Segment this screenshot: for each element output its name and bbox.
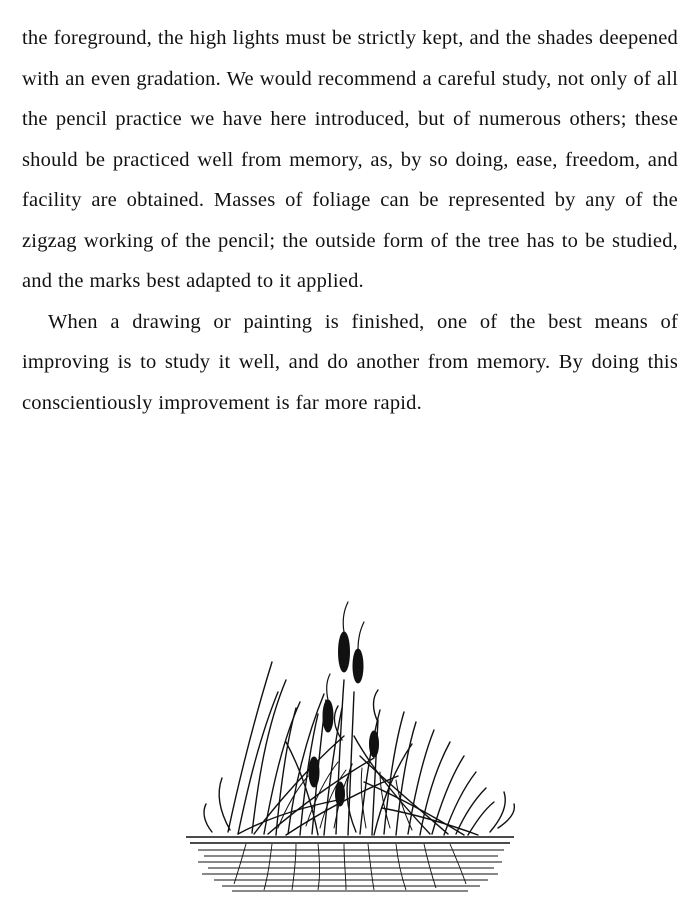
paragraph: the foreground, the high lights must be strictly kept, and the shades deepened with an even gradation. We would recommend a careful study, not only of all the pencil practice we have here introduced, but of numerous others; these should be practiced well from memory, as, by so doing, ease, freedom, and facility are obtained. Masses of foliage can be represented by any of the zigzag working of the pencil; the outside form of the tree has to be studied, and the marks best adapted to it applied. <box>22 27 678 292</box>
body-text <box>22 18 678 423</box>
illustration-cattails <box>168 596 532 896</box>
paragraph: When a drawing or painting is finished, one of the best means of improving is to study it well, and do another from memory. By doing this conscientiously improvement is far more rapid. <box>22 310 678 414</box>
